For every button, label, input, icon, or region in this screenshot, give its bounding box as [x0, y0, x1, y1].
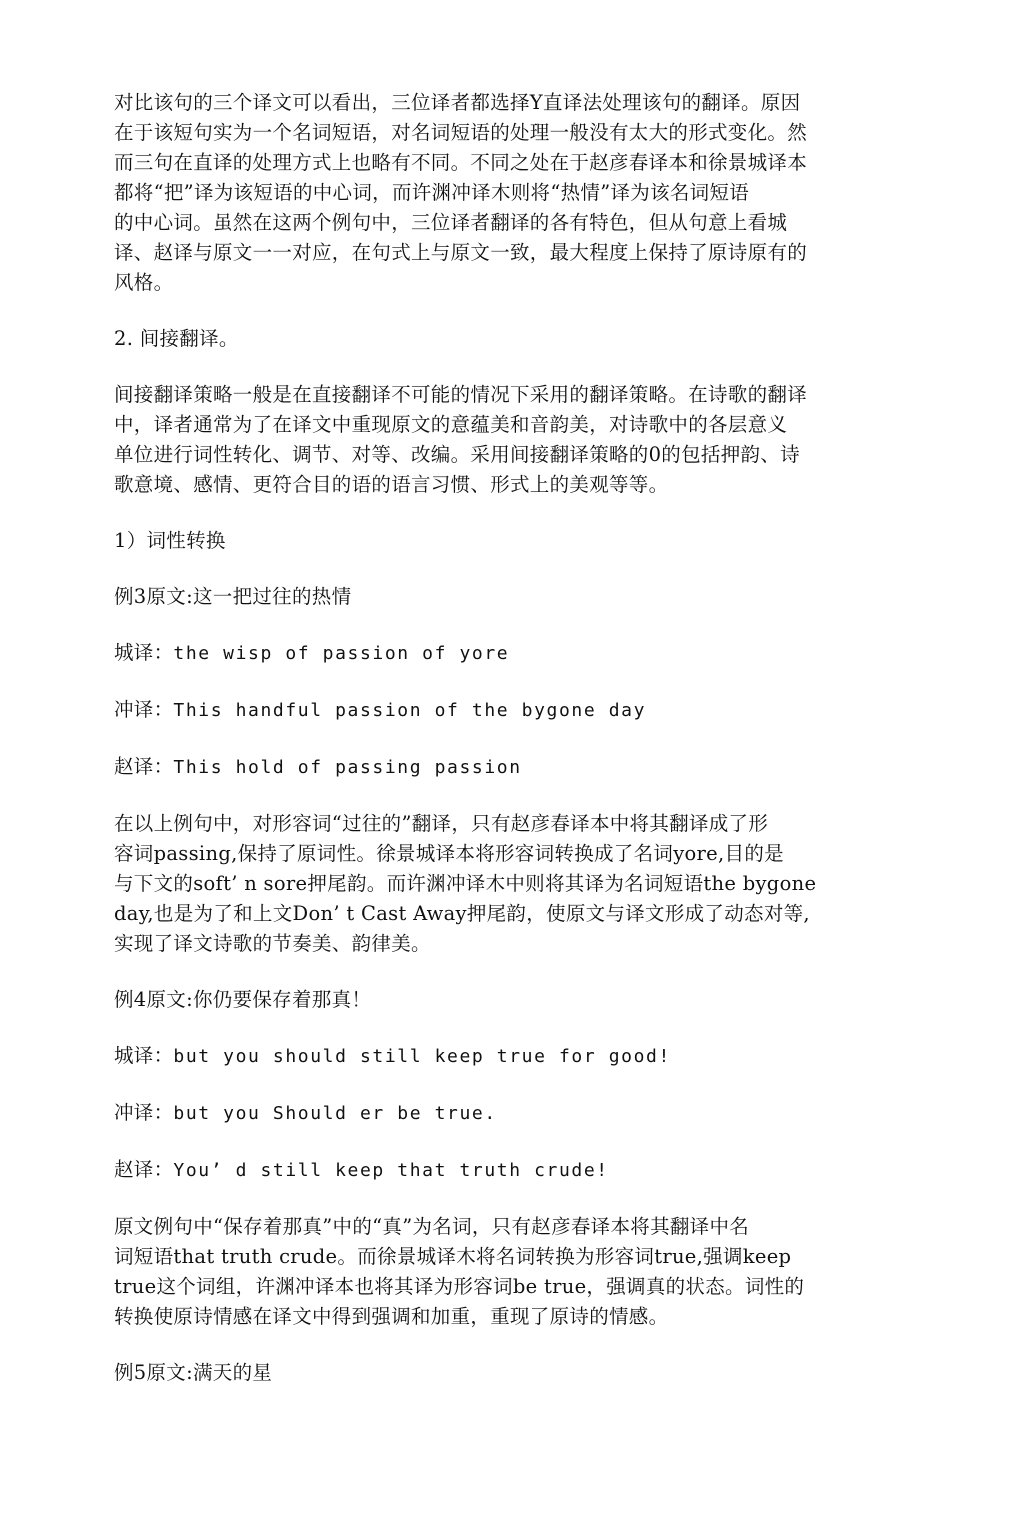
translation-text: but you Should er be true.: [173, 1103, 497, 1124]
translation-text: the wisp of passion of yore: [173, 643, 510, 664]
translation-text: You’ d still keep that truth crude!: [173, 1160, 609, 1181]
subsection-heading-pos-conversion: 1）词性转换: [114, 529, 226, 552]
text-line: 转换使原诗情感在译文中得到强调和加重，重现了原诗的情感。: [114, 1305, 669, 1328]
example-3-zhao-translation: [114, 752, 914, 783]
translator-label: 冲译：: [114, 698, 174, 721]
section-heading-indirect-translation: 2. 间接翻译。: [114, 327, 239, 350]
paragraph-comparison: [114, 88, 914, 298]
text-line: 在以上例句中，对形容词“过往的”翻译，只有赵彦春译本中将其翻译成了形: [114, 812, 769, 835]
translator-label: 城译：: [114, 641, 174, 664]
example-4-chong-translation: [114, 1098, 914, 1129]
example-3-chong-translation: [114, 695, 914, 726]
text-line: 对比该句的三个译文可以看出，三位译者都选择Y直译法处理该句的翻译。原因: [114, 91, 801, 114]
example-4-original: 例4原文:你仍要保存着那真！: [114, 988, 372, 1011]
text-line: 都将“把”译为该短语的中心词，而许渊冲译木则将“热情”译为该名词短语: [114, 181, 750, 204]
example-3-cheng-translation: [114, 638, 914, 669]
text-line: 原文例句中“保存着那真”中的“真”为名词，只有赵彦春译本将其翻译中名: [114, 1215, 750, 1238]
text-line: 单位进行词性转化、调节、对等、改编。采用间接翻译策略的0的包括押韵、诗: [114, 443, 800, 466]
text-line: 实现了译文诗歌的节奏美、韵律美。: [114, 932, 431, 955]
translator-label: 冲译：: [114, 1101, 174, 1124]
text-line: 间接翻译策略一般是在直接翻译不可能的情况下采用的翻译策略。在诗歌的翻译: [114, 383, 808, 406]
text-line: 而三句在直译的处理方式上也略有不同。不同之处在于赵彦春译本和徐景城译本: [114, 151, 808, 174]
text-line: 译、赵译与原文一一对应，在句式上与原文一致，最大程度上保持了原诗原有的: [114, 241, 808, 264]
text-line: 中，译者通常为了在译文中重现原文的意蕴美和音韵美，对诗歌中的各层意义: [114, 413, 788, 436]
paragraph-example-4-analysis: [114, 1212, 914, 1332]
text-line: 在于该短句实为一个名词短语，对名词短语的处理一般没有太大的形式变化。然: [114, 121, 808, 144]
text-line: 容词passing,保持了原词性。徐景城译本将形容词转换成了名词yore,目的是: [114, 842, 784, 865]
text-line: 歌意境、感情、更符合目的语的语言习惯、形式上的美观等等。: [114, 473, 669, 496]
document-body: [114, 88, 914, 1414]
translator-label: 城译：: [114, 1044, 174, 1067]
example-5-original: 例5原文:满天的星: [114, 1361, 273, 1384]
text-line: 与下文的soft’ n sore押尾韵。而许渊冲译木中则将其译为名词短语the bygone: [114, 872, 817, 895]
translator-label: 赵译：: [114, 1158, 174, 1181]
text-line: 风格。: [114, 271, 174, 294]
example-4-cheng-translation: [114, 1041, 914, 1072]
translation-text: This handful passion of the bygone day: [173, 700, 647, 721]
example-4-zhao-translation: [114, 1155, 914, 1186]
translator-label: 赵译：: [114, 755, 174, 778]
text-line: day,也是为了和上文Don’ t Cast Away押尾韵，使原文与译文形成了动态对等,: [114, 902, 810, 925]
paragraph-example-3-analysis: [114, 809, 914, 959]
text-line: 词短语that truth crude。而徐景城译木将名词转换为形容词true,强调keep: [114, 1245, 792, 1268]
example-3-original: 例3原文:这一把过往的热情: [114, 585, 352, 608]
translation-text: but you should still keep true for good!: [173, 1046, 671, 1067]
text-line: true这个词组，许渊冲译本也将其译为形容词be true，强调真的状态。词性的: [114, 1275, 805, 1298]
paragraph-indirect-strategy: [114, 380, 914, 500]
text-line: 的中心词。虽然在这两个例句中，三位译者翻译的各有特色，但从句意上看城: [114, 211, 788, 234]
translation-text: This hold of passing passion: [173, 757, 522, 778]
